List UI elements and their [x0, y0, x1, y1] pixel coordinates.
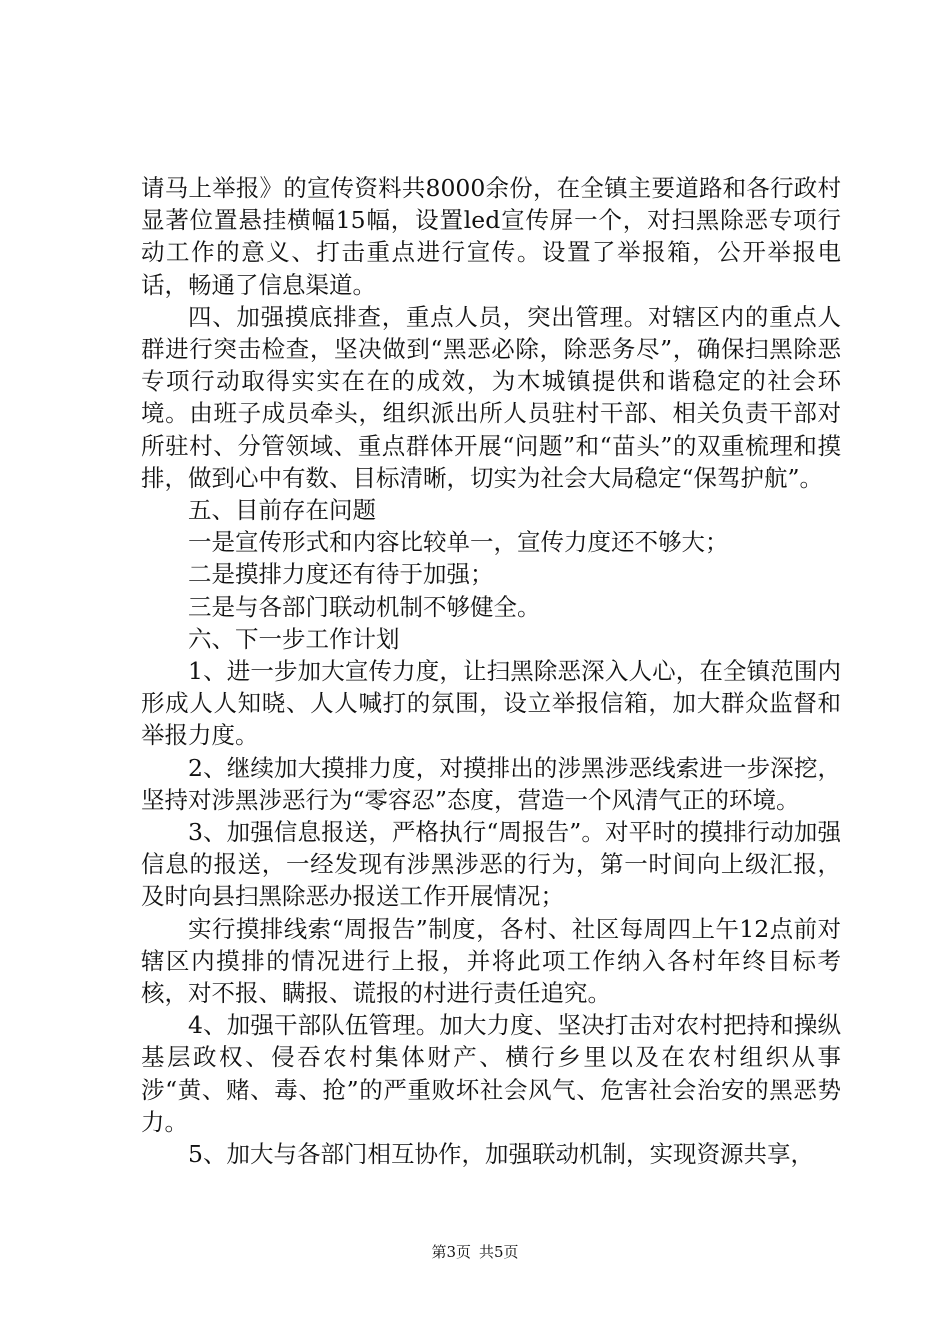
page-total: 共5页 — [479, 1243, 519, 1261]
paragraph-2: 四、加强摸底排查，重点人员，突出管理。对辖区内的重点人群进行突击检查，坚决做到“黑恶必除，除恶务尽”，确保扫黑除恶专项行动取得实实在在的成效，为木城镇提供和谐稳定的社会环境。由班子成员牵头，组织派出所人员驻村干部、相关负责干部对所驻村、分管领域、重点群体开展“问题”和“苗头”的双重梳理和摸排，做到心中有数、目标清晰，切实为社会大局稳定“保驾护航”。 — [141, 302, 841, 492]
plan-item-3-detail: 实行摸排线索“周报告”制度，各村、社区每周四上午12点前对辖区内摸排的情况进行上报，并将此项工作纳入各村年终目标考核，对不报、瞒报、谎报的村进行责任追究。 — [141, 914, 841, 1008]
section-heading-6: 六、下一步工作计划 — [188, 624, 400, 653]
plan-item-2: 2、继续加大摸排力度，对摸排出的涉黑涉恶线索进一步深挖，坚持对涉黑涉恶行为“零容忍”态度，营造一个风清气正的环境。 — [141, 753, 841, 814]
plan-item-4: 4、加强干部队伍管理。加大力度、坚决打击对农村把持和操纵基层政权、侵吞农村集体财产、横行乡里以及在农村组织从事涉“黄、赌、毒、抢”的严重败坏社会风气、危害社会治安的黑恶势力。 — [141, 1011, 841, 1136]
problem-item-3: 三是与各部门联动机制不够健全。 — [188, 592, 541, 621]
problem-item-1: 一是宣传形式和内容比较单一，宣传力度还不够大； — [188, 528, 729, 557]
plan-item-5: 5、加大与各部门相互协作，加强联动机制，实现资源共享， — [188, 1140, 814, 1169]
problem-item-2: 二是摸排力度还有待于加强； — [188, 560, 494, 589]
page-footer — [0, 1242, 950, 1262]
section-heading-5: 五、目前存在问题 — [188, 496, 376, 525]
page-number: 第3页 — [431, 1243, 471, 1261]
plan-item-3: 3、加强信息报送，严格执行“周报告”。对平时的摸排行动加强信息的报送，一经发现有涉黑涉恶的行为，第一时间向上级汇报，及时向县扫黑除恶办报送工作开展情况； — [141, 818, 841, 911]
document-body — [141, 172, 841, 1170]
plan-item-1: 1、进一步加大宣传力度，让扫黑除恶深入人心，在全镇范围内形成人人知晓、人人喊打的氛围，设立举报信箱，加大群众监督和举报力度。 — [141, 657, 841, 750]
paragraph-1: 请马上举报》的宣传资料共8000余份，在全镇主要道路和各行政村显著位置悬挂横幅15幅，设置led宣传屏一个，对扫黑除恶专项行动工作的意义、打击重点进行宣传。设置了举报箱，公开举报电话，畅通了信息渠道。 — [141, 174, 841, 299]
